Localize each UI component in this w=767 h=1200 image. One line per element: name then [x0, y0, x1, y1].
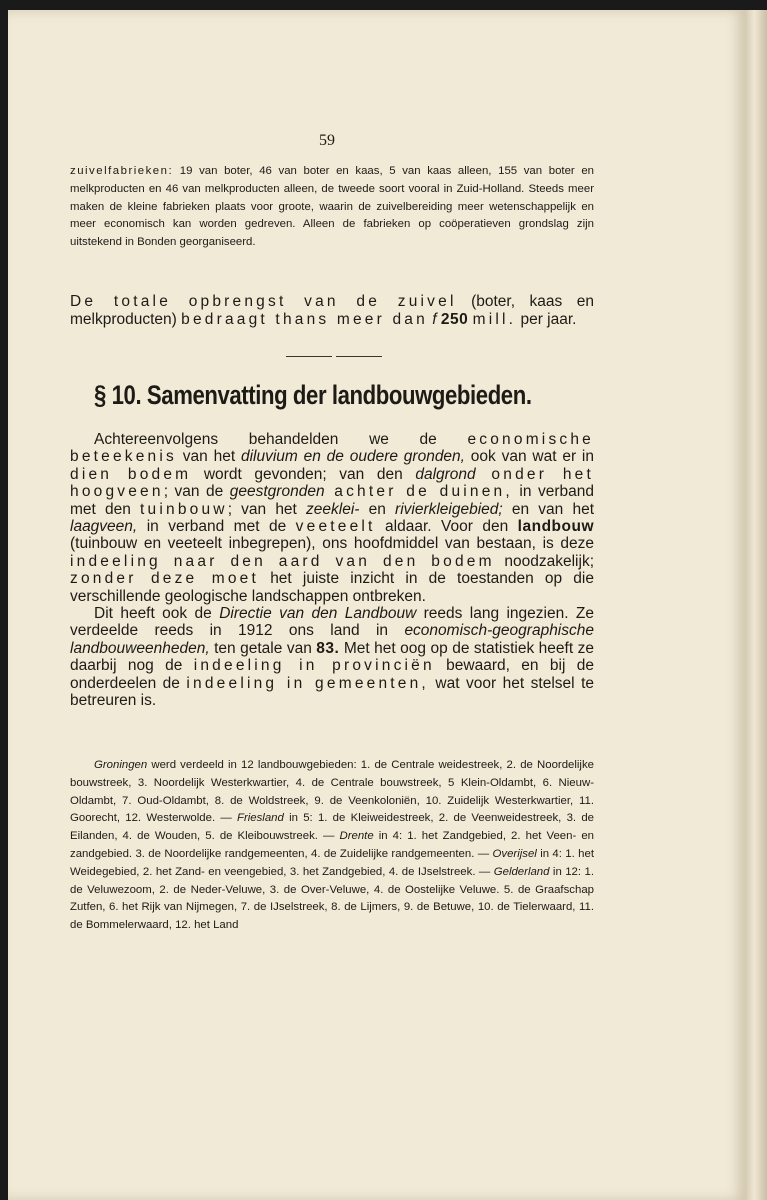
section-heading: § 10. Samenvatting der landbouwgebieden. — [94, 380, 532, 410]
body-paragraph-2: Dit heeft ook de Directie van den Landbouw reeds lang ingezien. Ze verdeelde reeds in 1912 ons land in economisch-geographische landbouweenheden, ten getale van 83. Met het oog op de statistiek heeft ze daarbij nog de indeeling in provinciën bewaard, en bij de onderdeelen de indeeling in gemeenten, wat voor het stelsel te betreuren is. — [70, 605, 595, 710]
section-divider — [286, 356, 382, 357]
intro-text: 19 van boter, 46 van boter en kaas, 5 van kaas alleen, 155 van boter en melkproducten en 46 van melkproducten alleen, de tweede soort vooral in Zuid-Holland. Steeds meer maken de kleine fabrieken plaats voor groote, waarin de zuivelbereiding meer wetenschappelijk en meer economisch kan worden gedreven. Alleen de fabrieken op coöperatieven grondslag zijn uitstekend in Bonden georganiseerd. — [70, 165, 594, 249]
summary-paragraph — [70, 293, 594, 328]
body-paragraph-1: Achtereenvolgens behandelden we de economische beteekenis van het diluvium en de oudere gronden, ook van wat er in dien bodem wordt gevonden; van den dalgrond onder het hoogveen; van de geestgronden achter de duinen, in verband met den tuinbouw; van het zeeklei- en rivierkleigebied; en van het laagveen, in verband met de veeteelt aldaar. Voor den landbouw (tuinbouw en veeteelt inbegrepen), ons hoofdmiddel van bestaan, is deze indeeling naar den aard van den bodem noodzakelijk; zonder deze moet het juiste inzicht in de toestanden op die verschillende geologische landschappen ontbreken. — [70, 431, 595, 605]
summary-part-5: per jaar. — [516, 310, 577, 328]
summary-part-2: (boter, kaas en melkproducten) — [70, 293, 594, 328]
book-page — [8, 10, 746, 1200]
summary-part-1: De totale opbrengst van de zuivel — [70, 293, 457, 310]
intro-paragraph — [70, 163, 594, 252]
page-number: 59 — [319, 132, 335, 149]
intro-label: zuivelfabrieken: — [70, 165, 174, 177]
currency-symbol: f — [432, 310, 437, 328]
summary-part-3: bedraagt thans meer dan — [181, 310, 428, 328]
page-edge — [746, 10, 767, 1200]
body-text — [70, 431, 594, 710]
summary-amount: 250 — [440, 310, 469, 328]
footnote-list — [70, 757, 594, 935]
regions-paragraph: Groningen werd verdeeld in 12 landbouwgebieden: 1. de Centrale weidestreek, 2. de Noordelijke bouwstreek, 3. Noordelijk Westerkwartier, 4. de Centrale bouwstreek, 5 Klein-Oldambt, 6. Nieuw-Oldambt, 7. Oud-Oldambt, 8. de Woldstreek, 9. de Veenkoloniën, 10. Zuidelijk Westerkwartier, 11. Goorecht, 12. Westerwolde. — Friesland in 5: 1. de Kleiweidestreek, 2. de Veenweidestreek, 3. de Eilanden, 4. de Wouden, 5. de Kleibouwstreek. — Drente in 4: 1. het Zandgebied, 2. het Veen- en zandgebied. 3. de Noordelijke randgemeenten, 4. de Zuidelijke randgemeenten. — Overijsel in 4: 1. het Weidegebied, 2. het Zand- en veengebied, 3. het Zandgebied, 4. de IJselstreek. — Gelderland in 12: 1. de Veluwezoom, 2. de Neder-Veluwe, 3. de Over-Veluwe, 4. de Oostelijke Veluwe. 5. de Graafschap Zutfen, 6. het Rijk van Nijmegen, 7. de IJselstreek, 8. de Lijmers, 9. de Betuwe, 10. de Tielerwaard, 11. de Bommelerwaard, 12. het Land — [70, 759, 595, 932]
summary-part-4: mill. — [472, 310, 517, 328]
